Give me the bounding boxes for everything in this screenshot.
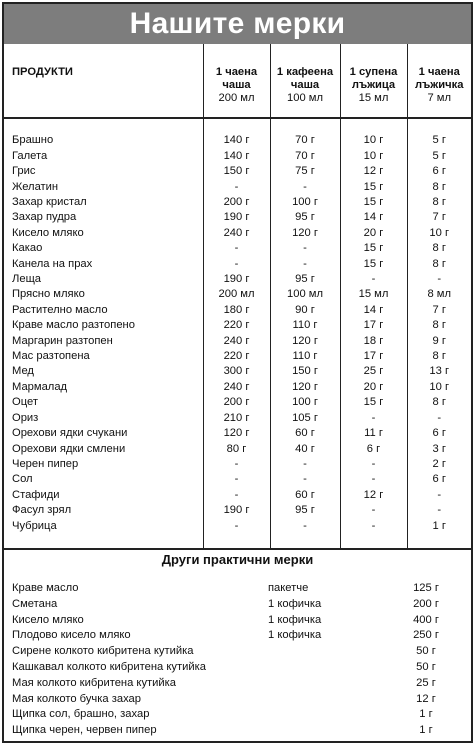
measure-value: - <box>203 180 270 195</box>
measure-value: 10 г <box>340 149 407 164</box>
other-item-weight: 250 г <box>413 629 439 642</box>
measure-value: 3 г <box>407 442 471 457</box>
measure-value: 6 г <box>407 472 471 487</box>
product-name: Краве масло разтопено <box>12 319 135 332</box>
other-item-weight: 400 г <box>413 613 439 626</box>
product-name: Орехови ядки счукани <box>12 427 128 440</box>
other-item-unit <box>258 692 386 708</box>
measure-value: 8 г <box>407 257 471 272</box>
measure-value: 70 г <box>270 149 340 164</box>
measure-value: 105 г <box>270 411 340 426</box>
measure-value: 8 г <box>407 241 471 256</box>
product-name: Захар пудра <box>12 211 77 224</box>
measure-value: - <box>270 241 340 256</box>
list-item <box>4 597 471 613</box>
table-row <box>4 380 471 395</box>
measure-value: - <box>340 472 407 487</box>
measures-body <box>4 118 471 549</box>
list-item <box>4 660 471 676</box>
product-name: Черен пипер <box>12 457 79 470</box>
table-row <box>4 133 471 148</box>
product-name: Прясно мляко <box>12 288 85 301</box>
other-item-unit: 1 кофичка <box>268 597 322 610</box>
measure-value: 150 г <box>203 164 270 179</box>
measure-value: 5 г <box>407 133 471 148</box>
table-row <box>4 272 471 287</box>
measure-value: 18 г <box>340 334 407 349</box>
measures-card <box>2 2 473 743</box>
product-name: Чубрица <box>12 519 57 532</box>
table-row <box>4 287 471 302</box>
table-row <box>4 334 471 349</box>
measure-value: - <box>340 519 407 534</box>
header-teaspoon: 1 чаена лъжичка 7 мл <box>407 44 471 118</box>
table-row <box>4 318 471 333</box>
other-item-unit <box>258 644 386 660</box>
measure-value: - <box>270 472 340 487</box>
other-item-weight: 50 г <box>416 660 436 673</box>
other-item-weight: 1 г <box>419 724 433 737</box>
list-item <box>4 644 471 660</box>
measure-value: 95 г <box>270 503 340 518</box>
measure-value: - <box>407 503 471 518</box>
measure-value: 8 г <box>407 349 471 364</box>
measure-value: 110 г <box>270 318 340 333</box>
product-name: Мармалад <box>12 380 68 393</box>
measure-value: 17 г <box>340 349 407 364</box>
product-name: Брашно <box>12 134 54 147</box>
measure-value: 13 г <box>407 364 471 379</box>
other-item-name: Краве масло <box>12 582 79 594</box>
measure-value: 12 г <box>340 488 407 503</box>
product-name: Леща <box>12 273 41 286</box>
product-name: Сол <box>12 473 33 486</box>
measure-value: 240 г <box>203 334 270 349</box>
other-item-weight: 25 г <box>416 676 436 689</box>
other-item-name: Сметана <box>12 597 58 610</box>
measure-value: 40 г <box>270 442 340 457</box>
table-spacer <box>4 118 471 133</box>
other-item-name: Кисело мляко <box>12 613 84 626</box>
measure-value: 240 г <box>203 226 270 241</box>
measure-value: - <box>340 411 407 426</box>
table-row <box>4 488 471 503</box>
measure-value: 10 г <box>340 133 407 148</box>
list-item <box>4 692 471 708</box>
page-title: Нашите мерки <box>129 7 346 40</box>
measure-value: 300 г <box>203 364 270 379</box>
measure-value: - <box>270 457 340 472</box>
list-item <box>4 613 471 629</box>
measure-value: 8 г <box>407 180 471 195</box>
measure-value: 100 г <box>270 395 340 410</box>
other-item-weight: 1 г <box>419 708 433 721</box>
table-row <box>4 503 471 518</box>
measure-value: 15 мл <box>340 287 407 302</box>
measure-value: 14 г <box>340 303 407 318</box>
other-measures-title: Други практични мерки <box>161 552 314 567</box>
measure-value: 11 г <box>340 426 407 441</box>
measure-value: 140 г <box>203 133 270 148</box>
measure-value: 200 г <box>203 395 270 410</box>
other-item-unit <box>258 707 386 723</box>
measure-value: 9 г <box>407 334 471 349</box>
product-name: Грис <box>12 165 36 178</box>
measure-value: - <box>270 180 340 195</box>
measure-value: 12 г <box>340 164 407 179</box>
product-name: Какао <box>12 242 43 255</box>
other-item-name: Мая колкото бучка захар <box>12 692 141 705</box>
measure-value: 8 г <box>407 395 471 410</box>
list-item <box>4 707 471 723</box>
measure-value: 240 г <box>203 380 270 395</box>
measure-value: - <box>203 457 270 472</box>
other-item-weight: 50 г <box>416 645 436 658</box>
measure-value: 2 г <box>407 457 471 472</box>
measure-value: 70 г <box>270 133 340 148</box>
header-coffee-cup: 1 кафеена чаша 100 мл <box>270 44 340 118</box>
measure-value: 25 г <box>340 364 407 379</box>
measure-value: 220 г <box>203 318 270 333</box>
other-item-unit <box>258 723 386 739</box>
measure-value: 90 г <box>270 303 340 318</box>
other-item-unit <box>258 660 386 676</box>
table-row <box>4 241 471 256</box>
measure-value: - <box>407 411 471 426</box>
measure-value: 17 г <box>340 318 407 333</box>
table-row <box>4 519 471 534</box>
measure-value: - <box>203 472 270 487</box>
measure-value: 80 г <box>203 442 270 457</box>
table-row <box>4 395 471 410</box>
other-item-name: Плодово кисело мляко <box>12 629 131 642</box>
measure-value: 95 г <box>270 272 340 287</box>
measure-value: 60 г <box>270 488 340 503</box>
product-name: Ориз <box>12 411 39 424</box>
product-name: Мед <box>12 365 34 378</box>
title-bar <box>4 4 471 44</box>
product-name: Канела на прах <box>12 257 93 270</box>
other-measures <box>4 544 471 739</box>
table-row <box>4 180 471 195</box>
measure-value: - <box>340 457 407 472</box>
measure-value: 15 г <box>340 257 407 272</box>
other-item-unit: 1 кофичка <box>268 629 322 642</box>
other-item-name: Кашкавал колкото кибритена кутийка <box>12 660 206 673</box>
measure-value: 20 г <box>340 226 407 241</box>
measure-value: 15 г <box>340 395 407 410</box>
product-name: Фасул зрял <box>12 504 72 517</box>
table-row <box>4 149 471 164</box>
measure-value: 190 г <box>203 210 270 225</box>
product-name: Захар кристал <box>12 196 87 209</box>
other-item-name: Мая колкото кибритена кутийка <box>12 676 177 689</box>
measure-value: 75 г <box>270 164 340 179</box>
measure-value: - <box>270 519 340 534</box>
other-item-name: Щипка черен, червен пипер <box>12 724 157 737</box>
other-item-name: Щипка сол, брашно, захар <box>12 708 150 721</box>
other-item-unit: 1 кофичка <box>268 613 322 626</box>
measure-value: 6 г <box>340 442 407 457</box>
measure-value: 100 г <box>270 195 340 210</box>
other-item-weight: 12 г <box>416 692 436 705</box>
measure-value: 20 г <box>340 380 407 395</box>
measure-value: - <box>270 257 340 272</box>
measure-value: 10 г <box>407 226 471 241</box>
table-header-row <box>4 44 471 118</box>
measure-value: 60 г <box>270 426 340 441</box>
measures-table <box>4 44 471 550</box>
table-row <box>4 195 471 210</box>
measure-value: 6 г <box>407 164 471 179</box>
product-name: Кисело мляко <box>12 226 84 239</box>
table-row <box>4 257 471 272</box>
other-item-weight: 200 г <box>413 597 439 610</box>
measure-value: 210 г <box>203 411 270 426</box>
table-row <box>4 457 471 472</box>
measure-value: 1 г <box>407 519 471 534</box>
other-measures-list <box>4 581 471 739</box>
measure-value: 110 г <box>270 349 340 364</box>
measure-value: 10 г <box>407 380 471 395</box>
measure-value: 190 г <box>203 503 270 518</box>
table-row <box>4 426 471 441</box>
measure-value: 200 г <box>203 195 270 210</box>
table-row <box>4 364 471 379</box>
measure-value: - <box>407 272 471 287</box>
measure-value: - <box>340 503 407 518</box>
measure-value: 8 г <box>407 318 471 333</box>
measure-value: 8 мл <box>407 287 471 302</box>
list-item <box>4 676 471 692</box>
other-item-name: Сирене колкото кибритена кутийка <box>12 645 194 658</box>
measure-value: 120 г <box>270 334 340 349</box>
header-tea-cup: 1 чаена чаша 200 мл <box>203 44 270 118</box>
table-row <box>4 226 471 241</box>
table-row <box>4 210 471 225</box>
product-name: Орехови ядки смлени <box>12 442 126 455</box>
header-tablespoon: 1 супена лъжица 15 мл <box>340 44 407 118</box>
other-item-weight: 125 г <box>413 582 439 594</box>
measure-value: - <box>203 519 270 534</box>
measure-value: 15 г <box>340 180 407 195</box>
measure-value: - <box>340 272 407 287</box>
other-item-unit: пакетче <box>268 582 309 594</box>
measure-value: 220 г <box>203 349 270 364</box>
measure-value: 15 г <box>340 241 407 256</box>
table-row <box>4 411 471 426</box>
product-name: Желатин <box>12 180 59 193</box>
product-name: Растително масло <box>12 303 108 316</box>
measure-value: 120 г <box>270 226 340 241</box>
measure-value: 8 г <box>407 195 471 210</box>
table-row <box>4 472 471 487</box>
measure-value: 100 мл <box>270 287 340 302</box>
other-item-unit <box>258 676 386 692</box>
measure-value: 95 г <box>270 210 340 225</box>
measure-value: 120 г <box>270 380 340 395</box>
measure-value: 120 г <box>203 426 270 441</box>
measure-value: 190 г <box>203 272 270 287</box>
header-products: ПРОДУКТИ <box>4 44 203 118</box>
product-name: Мас разтопена <box>12 350 90 363</box>
measure-value: 7 г <box>407 210 471 225</box>
measure-value: 180 г <box>203 303 270 318</box>
measure-value: 15 г <box>340 195 407 210</box>
measure-value: 140 г <box>203 149 270 164</box>
table-row <box>4 349 471 364</box>
measure-value: 14 г <box>340 210 407 225</box>
measure-value: - <box>203 257 270 272</box>
measure-value: 6 г <box>407 426 471 441</box>
table-row <box>4 442 471 457</box>
table-row <box>4 303 471 318</box>
list-item <box>4 628 471 644</box>
list-item <box>4 581 471 597</box>
product-name: Маргарин разтопен <box>12 334 113 347</box>
measure-value: 5 г <box>407 149 471 164</box>
measure-value: - <box>407 488 471 503</box>
measure-value: - <box>203 241 270 256</box>
table-row <box>4 164 471 179</box>
product-name: Оцет <box>12 396 38 409</box>
measure-value: 200 мл <box>203 287 270 302</box>
product-name: Стафиди <box>12 488 60 501</box>
measure-value: 150 г <box>270 364 340 379</box>
list-item <box>4 723 471 739</box>
product-name: Галета <box>12 149 48 162</box>
measure-value: 7 г <box>407 303 471 318</box>
measure-value: - <box>203 488 270 503</box>
